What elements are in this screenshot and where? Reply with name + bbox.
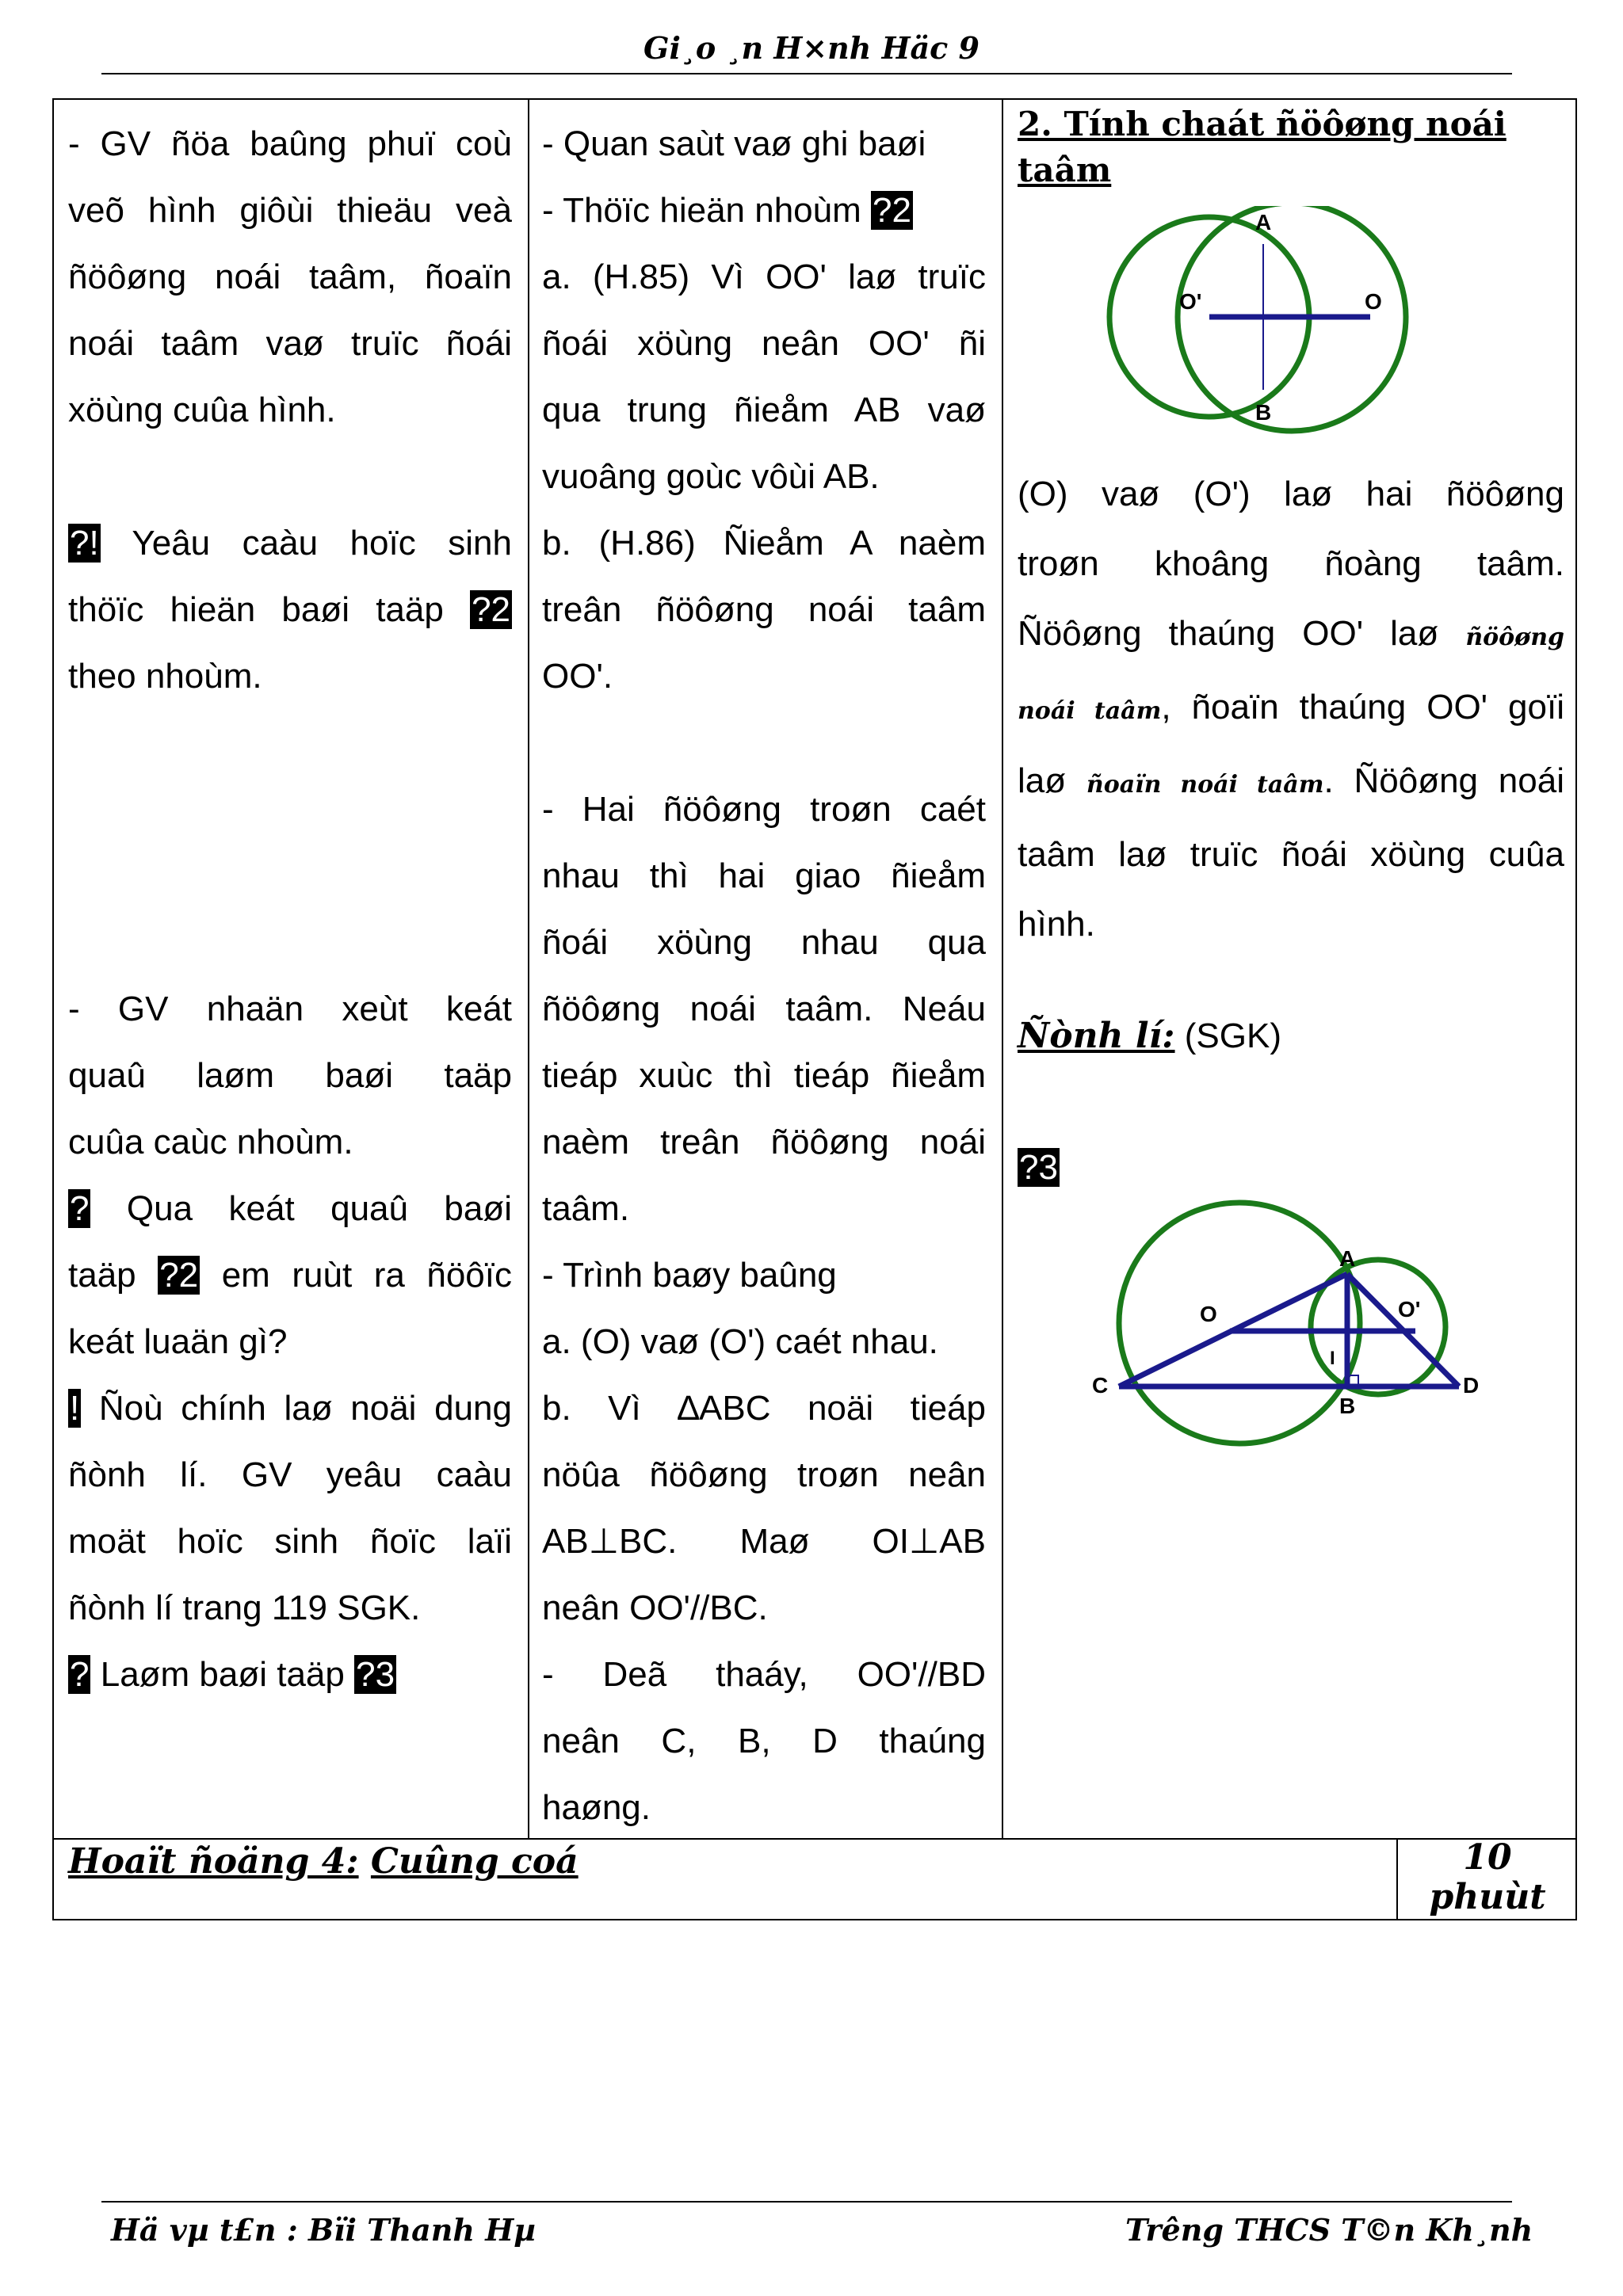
text-line: a. (O) vaø (O') caét nhau.: [542, 1322, 938, 1361]
column-divider-1: [528, 98, 529, 1838]
footer-author: Hä vµ t£n : Bïi Thanh Hµ: [111, 2212, 536, 2248]
activity-title: [68, 1841, 579, 1882]
text-line: ?! Yeâu caàu hoïc sinh: [70, 524, 512, 563]
point-label-o: O: [1200, 1302, 1217, 1326]
text-line: AB⊥BC. Maø OI⊥AB: [542, 1522, 986, 1561]
theorem-line: [1018, 1003, 1564, 1070]
text-line: (O) vaø (O') laø hai ñöôøng: [1018, 475, 1564, 513]
text-line: qua trung ñieåm AB vaø: [542, 391, 986, 429]
text-line: - Trình baøy baûng: [542, 1256, 837, 1295]
text-line: neân OO'//BC.: [542, 1589, 768, 1627]
activity-time: [1398, 1838, 1577, 1917]
text-line: xöùng cuûa hình.: [68, 391, 336, 429]
figure-intersecting-circles: [1097, 206, 1501, 444]
point-label-i: I: [1330, 1348, 1335, 1369]
activity-name: Cuûng coá: [370, 1841, 579, 1882]
point-label-b: B: [1255, 400, 1272, 425]
text-line: haøng.: [542, 1788, 651, 1827]
text-line: - GV nhaän xeùt keát: [68, 990, 512, 1028]
point-label-o: O: [1365, 289, 1382, 314]
question-badge: ?!: [70, 524, 99, 563]
circle-o-large: [1119, 1203, 1360, 1444]
text-line: ñöôøng noái taâm, ñoaïn: [68, 257, 512, 296]
text-line: ñöôøng noái taâm. Neáu: [542, 990, 986, 1028]
text-line: hình.: [1018, 905, 1095, 944]
activity-time-unit: phuùt: [1429, 1877, 1546, 1917]
point-label-a: A: [1255, 210, 1272, 235]
teacher-activity-column: [68, 111, 512, 1708]
point-label-c: C: [1092, 1373, 1109, 1398]
term-duong-noi-tam: ñöôøng: [1465, 624, 1564, 651]
text-line: thöïc hieän baøi taäp ?2: [68, 590, 511, 629]
text-line: nöûa ñöôøng troøn neân: [542, 1455, 986, 1494]
question-badge: ?2: [472, 590, 511, 629]
text-line: taäp ?2 em ruùt ra ñöôïc: [68, 1256, 512, 1295]
text-line: keát luaän gì?: [68, 1322, 288, 1361]
page-header-title: Gi¸o ¸n H×nh Häc 9: [643, 30, 980, 66]
text-line: a. (H.85) Vì OO' laø truïc: [542, 257, 986, 296]
text-line: - GV ñöa baûng phuï coù: [68, 124, 512, 163]
column-divider-2: [1002, 98, 1003, 1838]
text-line: neân C, B, D thaúng: [542, 1722, 986, 1760]
figure-tangent-circles: [1089, 1188, 1509, 1450]
text-line: OO'.: [542, 657, 613, 696]
question-badge: ?: [70, 1189, 90, 1228]
header-rule: [101, 73, 1512, 74]
text-line: nhau thì hai giao ñieåm: [542, 856, 986, 895]
text-line: - Quan saùt vaø ghi baøi: [542, 124, 926, 163]
text-line: ñònh lí trang 119 SGK.: [68, 1589, 421, 1627]
text-line: ñoái xöùng neân OO' ñi: [542, 324, 986, 363]
text-line: taâm laø truïc ñoái xöùng cuûa: [1018, 835, 1564, 874]
text-line: veõ hình giôùi thieäu veà: [68, 191, 512, 230]
question-badge: ?3: [1019, 1148, 1058, 1187]
text-line: noái taâm, ñoaïn thaúng OO' goïi: [1018, 688, 1564, 727]
text-line: b. Vì ∆ABC noäi tieáp: [542, 1389, 986, 1428]
question-badge: ?2: [873, 191, 911, 230]
question-badge: ?: [70, 1655, 90, 1694]
point-label-a: A: [1339, 1246, 1356, 1271]
text-line: ? Qua keát quaû baøi: [70, 1189, 513, 1228]
text-line: - Hai ñöôøng troøn caét: [542, 790, 986, 829]
text-line: ! Ñoù chính laø noäi dung: [70, 1389, 512, 1428]
point-label-d: D: [1463, 1373, 1480, 1398]
text-line: ñònh lí. GV yeâu caàu: [68, 1455, 512, 1494]
text-line: ? Laøm baøi taäp ?3: [70, 1655, 395, 1694]
text-line: Ñöôøng thaúng OO' laø ñöôøng: [1018, 614, 1564, 653]
exclamation-badge: !: [70, 1389, 80, 1428]
text-line: theo nhoùm.: [68, 657, 262, 696]
question-badge: ?3: [356, 1655, 395, 1694]
question-badge: ?2: [159, 1256, 199, 1295]
activity-label: Hoaït ñoäng 4:: [68, 1841, 359, 1882]
term-doan-noi-tam: ñoaïn noái taâm: [1086, 771, 1324, 799]
activity-time-value: 10: [1463, 1837, 1512, 1878]
text-line: vuoâng goùc vôùi AB.: [542, 457, 880, 496]
text-line: noái taâm vaø truïc ñoái: [68, 324, 512, 363]
text-line: - Thöïc hieän nhoùm ?2: [542, 191, 911, 230]
text-line: ñoái xöùng nhau qua: [542, 923, 986, 962]
text-line: laø ñoaïn noái taâm. Ñöôøng noái: [1018, 761, 1564, 800]
text-line: treân ñöôøng noái taâm: [542, 590, 986, 629]
text-line: - Deã thaáy, OO'//BD: [542, 1655, 986, 1694]
point-label-o-prime: O': [1179, 289, 1202, 314]
text-line: b. (H.86) Ñieåm A naèm: [542, 524, 986, 563]
text-line: quaû laøm baøi taäp: [68, 1056, 512, 1095]
text-line: tieáp xuùc thì tieáp ñieåm: [542, 1056, 986, 1095]
footer-rule: [101, 2201, 1512, 2203]
text-line: troøn khoâng ñoàng taâm.: [1018, 544, 1564, 583]
point-label-b: B: [1339, 1394, 1356, 1418]
line-of-centers-text: [1018, 460, 1564, 959]
text-line: taâm.: [542, 1189, 630, 1228]
footer-school: Trêng THCS T©n Kh¸nh: [1125, 2212, 1533, 2248]
text-line: cuûa caùc nhoùm.: [68, 1123, 353, 1161]
text-line: moät hoïc sinh ñoïc laïi: [68, 1522, 512, 1561]
text-line: naèm treân ñöôøng noái: [542, 1123, 986, 1161]
theorem-label: Ñònh lí:: [1018, 1016, 1175, 1056]
point-label-o-prime: O': [1398, 1297, 1421, 1322]
student-activity-column: [542, 111, 986, 1841]
section-heading: 2. Tính chaát ñöôøng noái taâm: [1018, 105, 1507, 189]
theorem-text: (SGK): [1184, 1016, 1282, 1055]
